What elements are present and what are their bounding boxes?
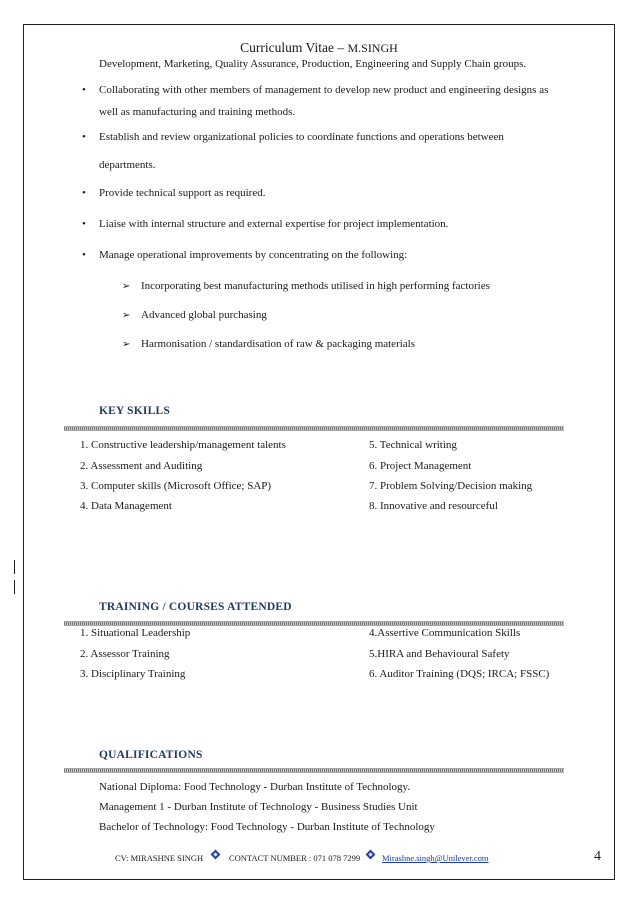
page-number: 4	[594, 849, 601, 864]
qualifications-heading: QUALIFICATIONS	[99, 749, 203, 761]
skill-item: 7. Problem Solving/Decision making	[369, 480, 533, 492]
cv-title	[0, 40, 638, 56]
bullet-text: Provide technical support as required.	[99, 187, 266, 199]
arrow-bullet-icon: ➢	[122, 339, 131, 350]
qualification-item: National Diploma: Food Technology - Durban Institute of Technology.	[99, 781, 411, 793]
bullet-marker: •	[82, 84, 86, 96]
section-rule	[64, 426, 564, 431]
skill-item: 2. Assessment and Auditing	[80, 460, 203, 472]
skill-item: 3. Computer skills (Microsoft Office; SAP)	[80, 480, 272, 492]
skill-item: 4. Data Management	[80, 500, 172, 512]
training-item: 6. Auditor Training (DQS; IRCA; FSSC)	[369, 668, 550, 680]
bullet-marker: •	[82, 187, 86, 199]
training-item: 5.HIRA and Behavioural Safety	[369, 648, 510, 660]
footer-email-text[interactable]: Mirashne.singh@Unilever.com	[382, 853, 489, 863]
footer-email-link[interactable]	[382, 853, 489, 863]
bullet-marker: •	[82, 131, 86, 143]
section-rule	[64, 768, 564, 773]
margin-mark	[14, 560, 15, 574]
sub-bullet-text: Advanced global purchasing	[141, 309, 267, 321]
bullet-text: Liaise with internal structure and external expertise for project implementation.	[99, 218, 449, 230]
training-item: 1. Situational Leadership	[80, 627, 191, 639]
skill-item: 6. Project Management	[369, 460, 472, 472]
key-skills-heading: KEY SKILLS	[99, 405, 170, 417]
section-rule	[64, 621, 564, 626]
sub-bullet-text: Incorporating best manufacturing methods utilised in high performing factories	[141, 280, 490, 292]
skill-item: 5. Technical writing	[369, 439, 457, 451]
arrow-bullet-icon: ➢	[122, 281, 131, 292]
margin-mark	[14, 580, 15, 594]
bullet-marker: •	[82, 218, 86, 230]
bullet-marker: •	[82, 249, 86, 261]
training-heading: TRAINING / COURSES ATTENDED	[99, 601, 292, 613]
training-item: 3. Disciplinary Training	[80, 668, 186, 680]
bullet-text: departments.	[99, 159, 156, 171]
cv-title-text: Curriculum Vitae –	[240, 40, 348, 55]
training-item: 4.Assertive Communication Skills	[369, 627, 521, 639]
arrow-bullet-icon: ➢	[122, 310, 131, 321]
intro-line: Development, Marketing, Quality Assurance, Production, Engineering and Supply Chain groups.	[99, 58, 527, 70]
training-item: 2. Assessor Training	[80, 648, 170, 660]
footer-contact: CONTACT NUMBER : 071 078 7299	[229, 853, 361, 863]
qualification-item: Bachelor of Technology: Food Technology - Durban Institute of Technology	[99, 821, 435, 833]
cv-name: M.SINGH	[347, 41, 398, 55]
sub-bullet-text: Harmonisation / standardisation of raw & packaging materials	[141, 338, 416, 350]
bullet-text: well as manufacturing and training methods.	[99, 106, 296, 118]
bullet-text: Manage operational improvements by concentrating on the following:	[99, 249, 408, 261]
footer-cv-name: CV: MIRASHNE SINGH	[115, 853, 204, 863]
qualification-item: Management 1 - Durban Institute of Technology - Business Studies Unit	[99, 801, 418, 813]
skill-item: 1. Constructive leadership/management talents	[80, 439, 286, 451]
skill-item: 8. Innovative and resourceful	[369, 500, 498, 512]
bullet-text: Collaborating with other members of management to develop new product and engineering designs as	[99, 84, 549, 96]
bullet-text: Establish and review organizational policies to coordinate functions and operations between	[99, 131, 504, 143]
